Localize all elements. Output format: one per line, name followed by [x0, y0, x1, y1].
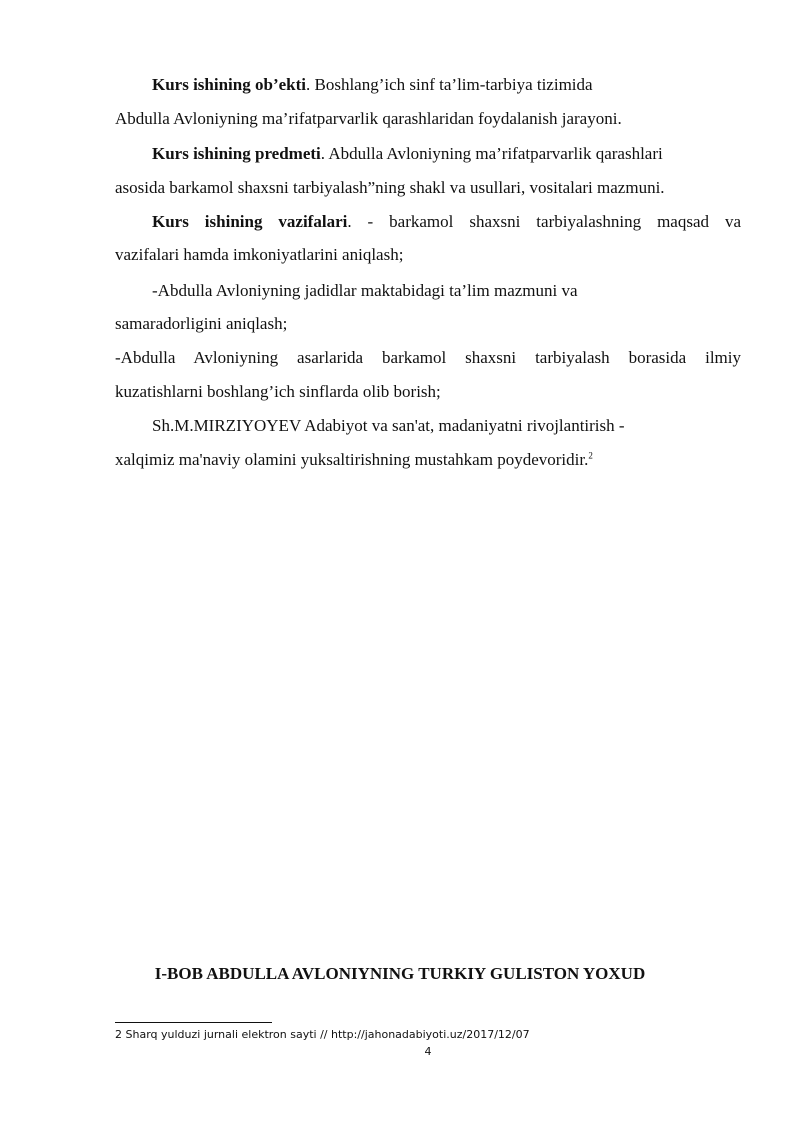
quote-line-1: Sh.M.MIRZIYOYEV Adabiyot va san'at, madaniyatni rivojlantirish - [152, 416, 625, 435]
quote-text: xalqimiz ma'naviy olamini yuksaltirishning mustahkam poydevoridir. [115, 450, 589, 469]
object-line-2: Abdulla Avloniyning ma’rifatparvarlik qarashlaridan foydalanish jarayoni. [115, 109, 622, 128]
subject-text: . Abdulla Avloniyning ma’rifatparvarlik qarashlari [320, 144, 663, 163]
tasks-label: Kurs ishining vazifalari [152, 212, 348, 231]
footnote-divider [115, 1022, 272, 1023]
task3-line-2: kuzatishlarni boshlang’ich sinflarda olib borish; [115, 382, 441, 401]
object-line-1 [152, 74, 593, 96]
task3-line-1: -Abdulla Avloniyning asarlarida barkamol shaxsni tarbiyalash borasida ilmiy [115, 348, 741, 367]
footnote-reference[interactable]: 2 [588, 450, 593, 461]
tasks-line-2: vazifalari hamda imkoniyatlarini aniqlash; [115, 245, 404, 264]
object-text: . Boshlang’ich sinf ta’lim-tarbiya tizimida [306, 75, 593, 94]
footnote-text: 2 Sharq yulduzi jurnali elektron sayti // http://jahonadabiyoti.uz/2017/12/07 [115, 1028, 530, 1041]
object-label: Kurs ishining ob’ekti [152, 75, 306, 94]
task2-line-1: -Abdulla Avloniyning jadidlar maktabidagi ta’lim mazmuni va [152, 281, 578, 300]
subject-line-2: asosida barkamol shaxsni tarbiyalash”ning shakl va usullari, vositalari mazmuni. [115, 178, 665, 197]
chapter-heading: I-BOB ABDULLA AVLONIYNING TURKIY GULISTON YOXUD [154, 964, 646, 983]
tasks-text: . - barkamol shaxsni tarbiyalashning maqsad va [347, 212, 741, 231]
subject-label: Kurs ishining predmeti [152, 144, 321, 163]
page-number: 4 [424, 1045, 432, 1058]
task2-line-2: samaradorligini aniqlash; [115, 314, 288, 333]
quote-line-2 [115, 449, 593, 471]
subject-line-1 [152, 143, 663, 165]
tasks-line-1 [152, 211, 741, 233]
